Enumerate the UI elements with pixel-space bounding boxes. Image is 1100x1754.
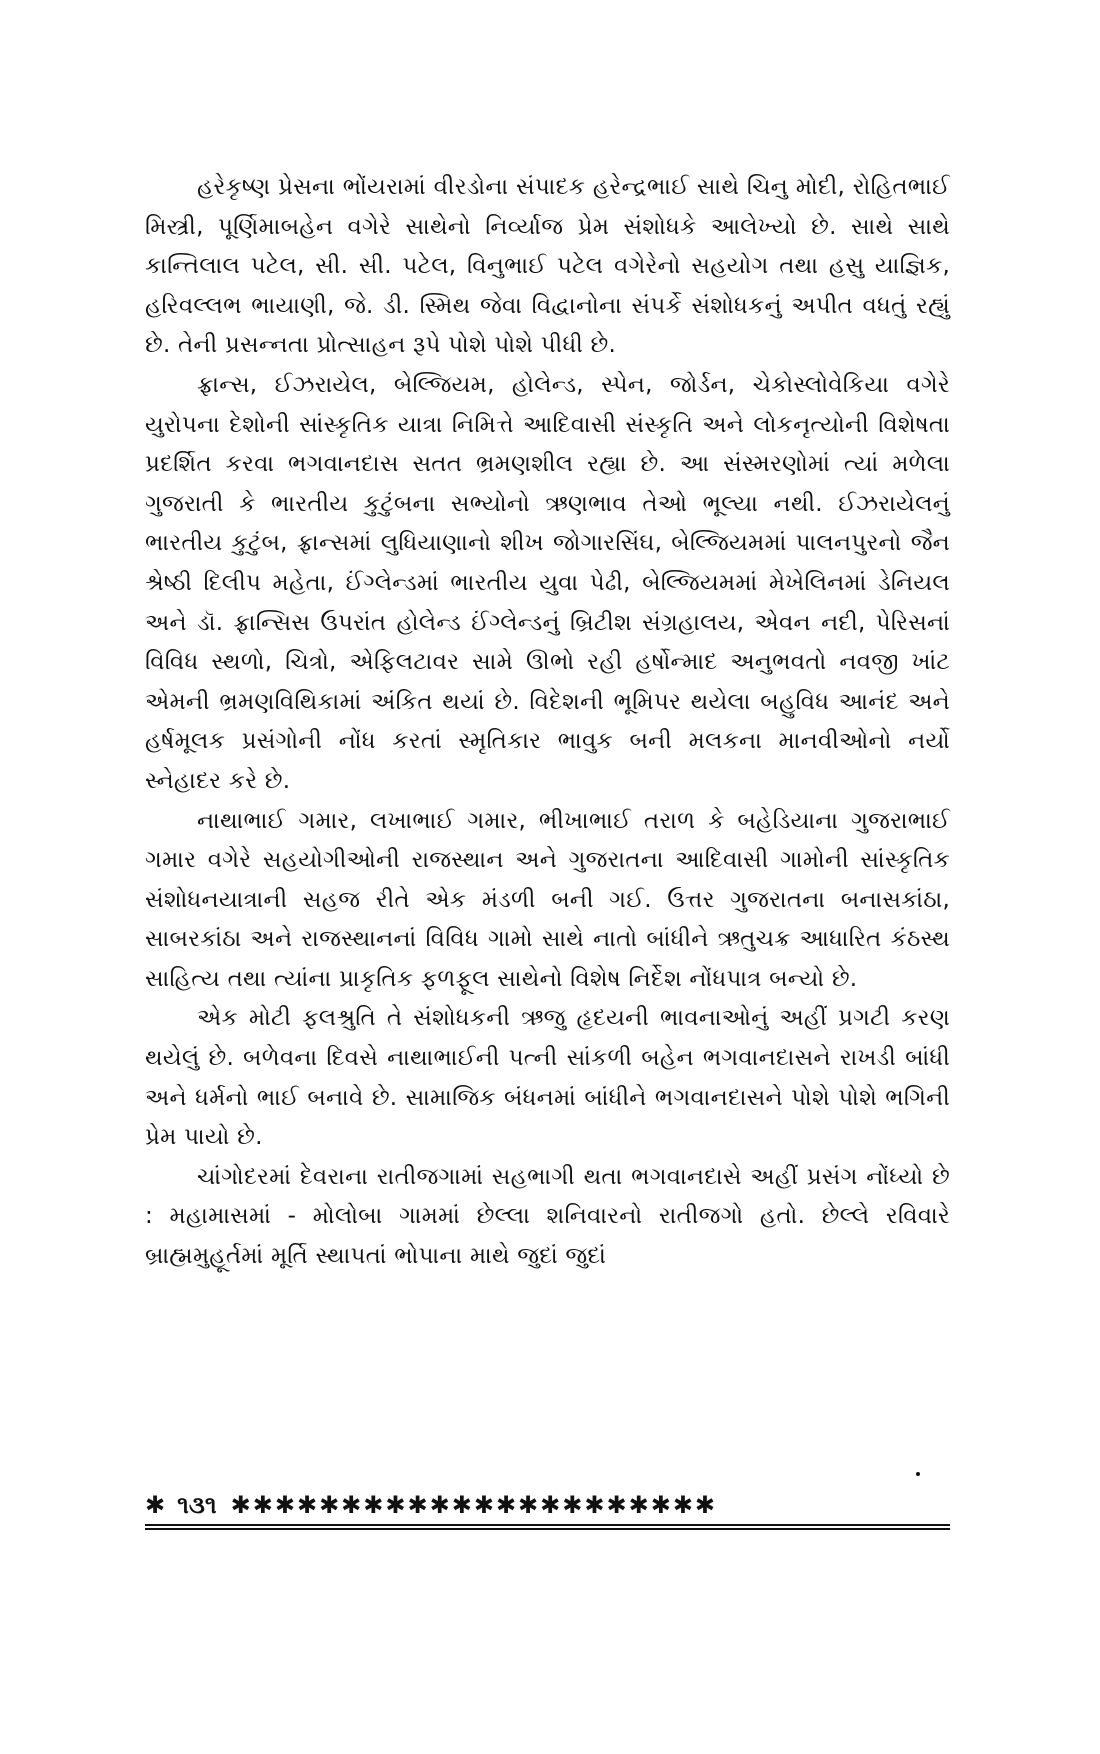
body-text [145,168,950,1277]
paragraph: ચાંગોદરમાં દેવરાના રાતીજગામાં સહભાગી થતા ભગવાનદાસે અહીં પ્રસંગ નોંધ્યો છે : મહામાસમાં - મોલોબા ગામમાં છેલ્લા શનિવારનો રાતીજગો હતો. છેલ્લે રવિવારે બ્રાહ્મમુહૂર્તમાં મૂર્તિ સ્થાપતાં ભોપાના માથે જુદાં જુદાં [145,1163,950,1270]
stray-dot [916,1472,920,1476]
paragraph: નાથાભાઈ ગમાર, લખાભાઈ ગમાર, ભીખાભાઈ તરાળ કે બહેડિયાના ગુજરાભાઈ ગમાર વગેરે સહયોગીઓની રાજસ્થાન અને ગુજરાતના આદિવાસી ગામોની સાંસ્કૃતિક સંશોધનયાત્રાની સહજ રીતે એક મંડળી બની ગઈ. ઉત્તર ગુજરાતના બનાસકાંઠા, સાબરકાંઠા અને રાજસ્થાનનાં વિવિધ ગામો સાથે નાતો બાંધીને ઋતુચક્ર આધારિત કંઠસ્થ સાહિત્ય તથા ત્યાંના પ્રાકૃતિક ફળફૂલ સાથેનો વિશેષ નિર્દેશ નોંધપાત્ર બન્યો છે. [145,807,950,992]
star-border: ✱✱✱✱✱✱✱✱✱✱✱✱✱✱✱✱✱✱✱✱✱✱ [230,1491,718,1519]
star-icon: ✱ [145,1491,166,1519]
page-number: ૧૩૧ [177,1491,217,1519]
paragraph: ફ્રાન્સ, ઈઝરાયેલ, બેલ્જિયમ, હોલેન્ડ, સ્પેન, જોર્ડન, ચેકોસ્લોવેકિયા વગેરે યુરોપના દેશોની સાંસ્કૃતિક યાત્રા નિમિત્તે આદિવાસી સંસ્કૃતિ અને લોકનૃત્યોની વિશેષતા પ્રદર્શિત કરવા ભગવાનદાસ સતત ભ્રમણશીલ રહ્યા છે. આ સંસ્મરણોમાં ત્યાં મળેલા ગુજરાતી કે ભારતીય કુટુંબના સભ્યોનો ઋણભાવ તેઓ ભૂલ્યા નથી. ઈઝરાયેલનું ભારતીય કુટુંબ, ફ્રાન્સમાં લુધિયાણાનો શીખ જોગારસિંઘ, બેલ્જિયમમાં પાલનપુરનો જૈન શ્રેષ્ઠી દિલીપ મહેતા, ઈંગ્લેન્ડમાં ભારતીય યુવા પેઢી, બેલ્જિયમમાં મેખેલિનમાં ડેનિયલ અને ડૉ. ફ્રાન્સિસ ઉપરાંત હોલેન્ડ ઈંગ્લેન્ડનું બ્રિટીશ સંગ્રહાલય, એવન નદી, પેરિસનાં વિવિધ સ્થળો, ચિત્રો, એફિલટાવર સામે ઊભો રહી હર્ષોન્માદ અનુભવતો નવજી ખાંટ એમની ભ્રમણવિથિકામાં અંકિત થયાં છે. વિદેશની ભૂમિપર થયેલા બહુવિધ આનંદ અને હર્ષમૂલક પ્રસંગોની નોંધ કરતાં સ્મૃતિકાર ભાવુક બની મલકના માનવીઓનો નર્યો સ્નેહાદર કરે છે. [145,371,950,794]
page-footer [145,1488,950,1530]
footer-double-rule [145,1524,950,1530]
paragraph: હરેકૃષ્ણ પ્રેસના ભોંયરામાં વીરડોના સંપાદક હરેન્દ્રભાઈ સાથે ચિનુ મોદી, રોહિતભાઈ મિસ્ત્રી, પૂર્ણિમાબહેન વગેરે સાથેનો નિર્વ્યાજ પ્રેમ સંશોધકે આલેખ્યો છે. સાથે સાથે કાન્તિલાલ પટેલ, સી. સી. પટેલ, વિનુભાઈ પટેલ વગેરેનો સહયોગ તથા હસુ યાજ્ઞિક, હરિવલ્લભ ભાયાણી, જે. ડી. સ્મિથ જેવા વિદ્વાનોના સંપર્કે સંશોધકનું અપીત વધતું રહ્યું છે. તેની પ્રસન્નતા પ્રોત્સાહન રૂપે પોશે પોશે પીધી છે. [145,174,950,359]
footer-row [145,1488,950,1522]
paragraph: એક મોટી ફલશ્રુતિ તે સંશોધકની ઋજુ હૃદયની ભાવનાઓનું અહીં પ્રગટી કરણ થયેલું છે. બળેવના દિવસે નાથાભાઈની પત્ની સાંકળી બહેન ભગવાનદાસને રાખડી બાંધી અને ધર્મનો ભાઈ બનાવે છે. સામાજિક બંધનમાં બાંધીને ભગવાનદાસને પોશે પોશે ભગિની પ્રેમ પાયો છે. [145,1005,950,1151]
